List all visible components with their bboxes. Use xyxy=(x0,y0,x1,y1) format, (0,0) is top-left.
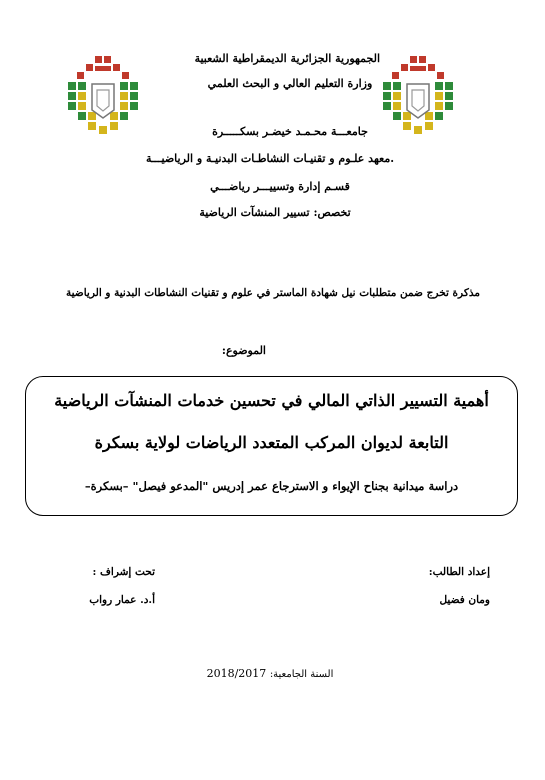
student-label: إعداد الطالب: xyxy=(428,566,490,578)
supervisor-name: أ.د. عمار رواب xyxy=(89,594,155,606)
thesis-title-line3: دراسة ميدانية بجناح الإيواء و الاسترجاع عمر إدريس "المدعو فيصل" –بسكرة– xyxy=(84,479,459,493)
student-name: ومان فضيل xyxy=(439,594,490,606)
subject-label: الموضوع: xyxy=(221,344,266,357)
institute-name: .معهد علـوم و تقنيـات النشاطـات البدنيـة و الرياضيـــة xyxy=(145,152,395,165)
republic-name: الجمهورية الجزائرية الديمقراطية الشعبية xyxy=(194,52,380,65)
academic-year-label: السنة الجامعية: xyxy=(269,669,334,680)
academic-year-value: 2018/2017 xyxy=(206,667,267,680)
thesis-purpose: مذكرة تخرج ضمن متطلبات نيل شهادة الماستر في علوم و تقنيات النشاطات البدنية و الرياضية xyxy=(66,287,480,299)
ministry-name: وزارة التعليم العالي و البحث العلمي xyxy=(207,77,373,90)
thesis-title-box xyxy=(25,376,518,516)
university-name: جامعـــة محـمـد خيضـر بسكـــــرة xyxy=(212,125,368,138)
supervisor-label: تحت إشراف : xyxy=(92,566,155,578)
academic-year xyxy=(190,667,350,680)
department-name: قسـم إدارة وتسييـــر رياضـــي xyxy=(210,180,350,193)
thesis-title-line2: التابعة لديوان المركب المتعدد الرياضات لولاية بسكرة xyxy=(94,433,449,452)
specialty-name: تخصص: تسيير المنشآت الرياضية xyxy=(199,206,351,219)
thesis-title-line1: أهمية التسيير الذاتي المالي في تحسين خدمات المنشآت الرياضية xyxy=(54,391,489,410)
university-logo-left-icon xyxy=(62,56,144,138)
